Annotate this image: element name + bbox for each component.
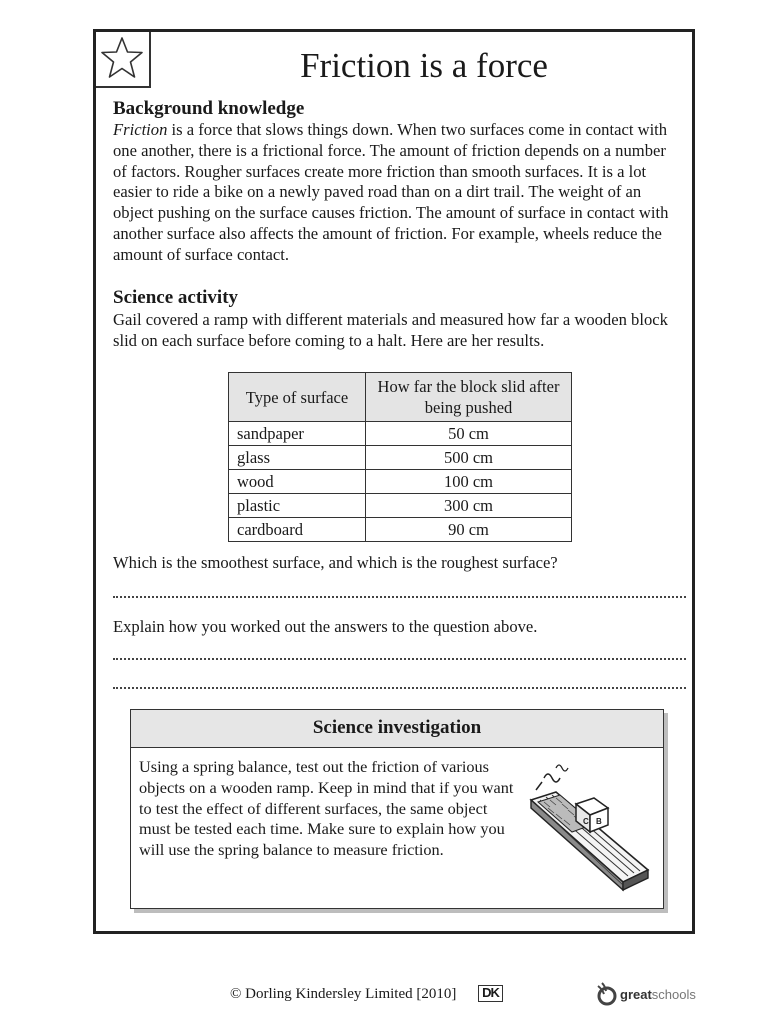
distance-cell: 50 cm [366, 422, 572, 446]
background-paragraph [113, 120, 673, 266]
greatschools-logo [594, 982, 696, 1006]
block-letter-b: B [596, 817, 602, 826]
page-title: Friction is a force [300, 46, 548, 85]
table-header-row [229, 373, 572, 422]
surface-cell: plastic [229, 494, 366, 518]
question-1: Which is the smoothest surface, and which is the roughest surface? [113, 553, 558, 572]
background-heading: Background knowledge [113, 98, 305, 119]
dk-logo: DK [478, 985, 503, 1002]
investigation-heading: Science investigation [131, 710, 663, 748]
investigation-box [130, 709, 664, 909]
block-letter-c: C [583, 817, 589, 826]
answer-line-2[interactable] [113, 658, 686, 660]
surface-cell: sandpaper [229, 422, 366, 446]
ramp-illustration-icon [516, 760, 661, 895]
activity-paragraph: Gail covered a ramp with different materials and measured how far a wooden block slid on each surface before coming to a halt. Here are her results. [113, 310, 668, 350]
distance-cell: 500 cm [366, 446, 572, 470]
greatschools-logo-icon [594, 982, 620, 1006]
surface-cell: cardboard [229, 518, 366, 542]
background-text: is a force that slows things down. When two surfaces come in contact with one another, there is a frictional force. The amount of friction depends on a number of factors. Rougher surfaces create more friction than smooth surfaces. It is a lot easier to ride a bike on a newly paved road than on a dirt trail. The weight of an object pushing on the surface causes friction. The amount of surface in contact with another surface also affects the amount of friction. For example, wheels reduce the amount of surface contact. [113, 120, 669, 264]
question-2: Explain how you worked out the answers to the question above. [113, 617, 538, 636]
brand-schools: schools [651, 986, 696, 1002]
distance-cell: 100 cm [366, 470, 572, 494]
star-icon [99, 35, 145, 81]
distance-cell: 90 cm [366, 518, 572, 542]
answer-line-3[interactable] [113, 687, 686, 689]
table-row [229, 446, 572, 470]
answer-line-1[interactable] [113, 596, 686, 598]
table-row [229, 494, 572, 518]
table-row [229, 422, 572, 446]
friction-term: Friction [113, 120, 168, 139]
surface-cell: wood [229, 470, 366, 494]
table-header-surface: Type of surface [229, 373, 366, 422]
investigation-text: Using a spring balance, test out the friction of various objects on a wooden ramp. Keep in mind that if you want to test the effect of different surfaces, the same object must be tested each time. Make sure to explain how you will use the spring balance to measure friction. [139, 757, 514, 860]
star-badge [96, 32, 151, 88]
table-row [229, 518, 572, 542]
table-row [229, 470, 572, 494]
results-table [228, 372, 572, 542]
activity-heading: Science activity [113, 287, 239, 308]
table-header-distance: How far the block slid after being pushed [366, 373, 572, 422]
copyright-text: © Dorling Kindersley Limited [2010] [230, 986, 457, 1002]
worksheet-frame [93, 29, 695, 934]
surface-cell: glass [229, 446, 366, 470]
brand-great: great [620, 986, 652, 1002]
greatschools-wordmark [620, 987, 696, 1002]
distance-cell: 300 cm [366, 494, 572, 518]
